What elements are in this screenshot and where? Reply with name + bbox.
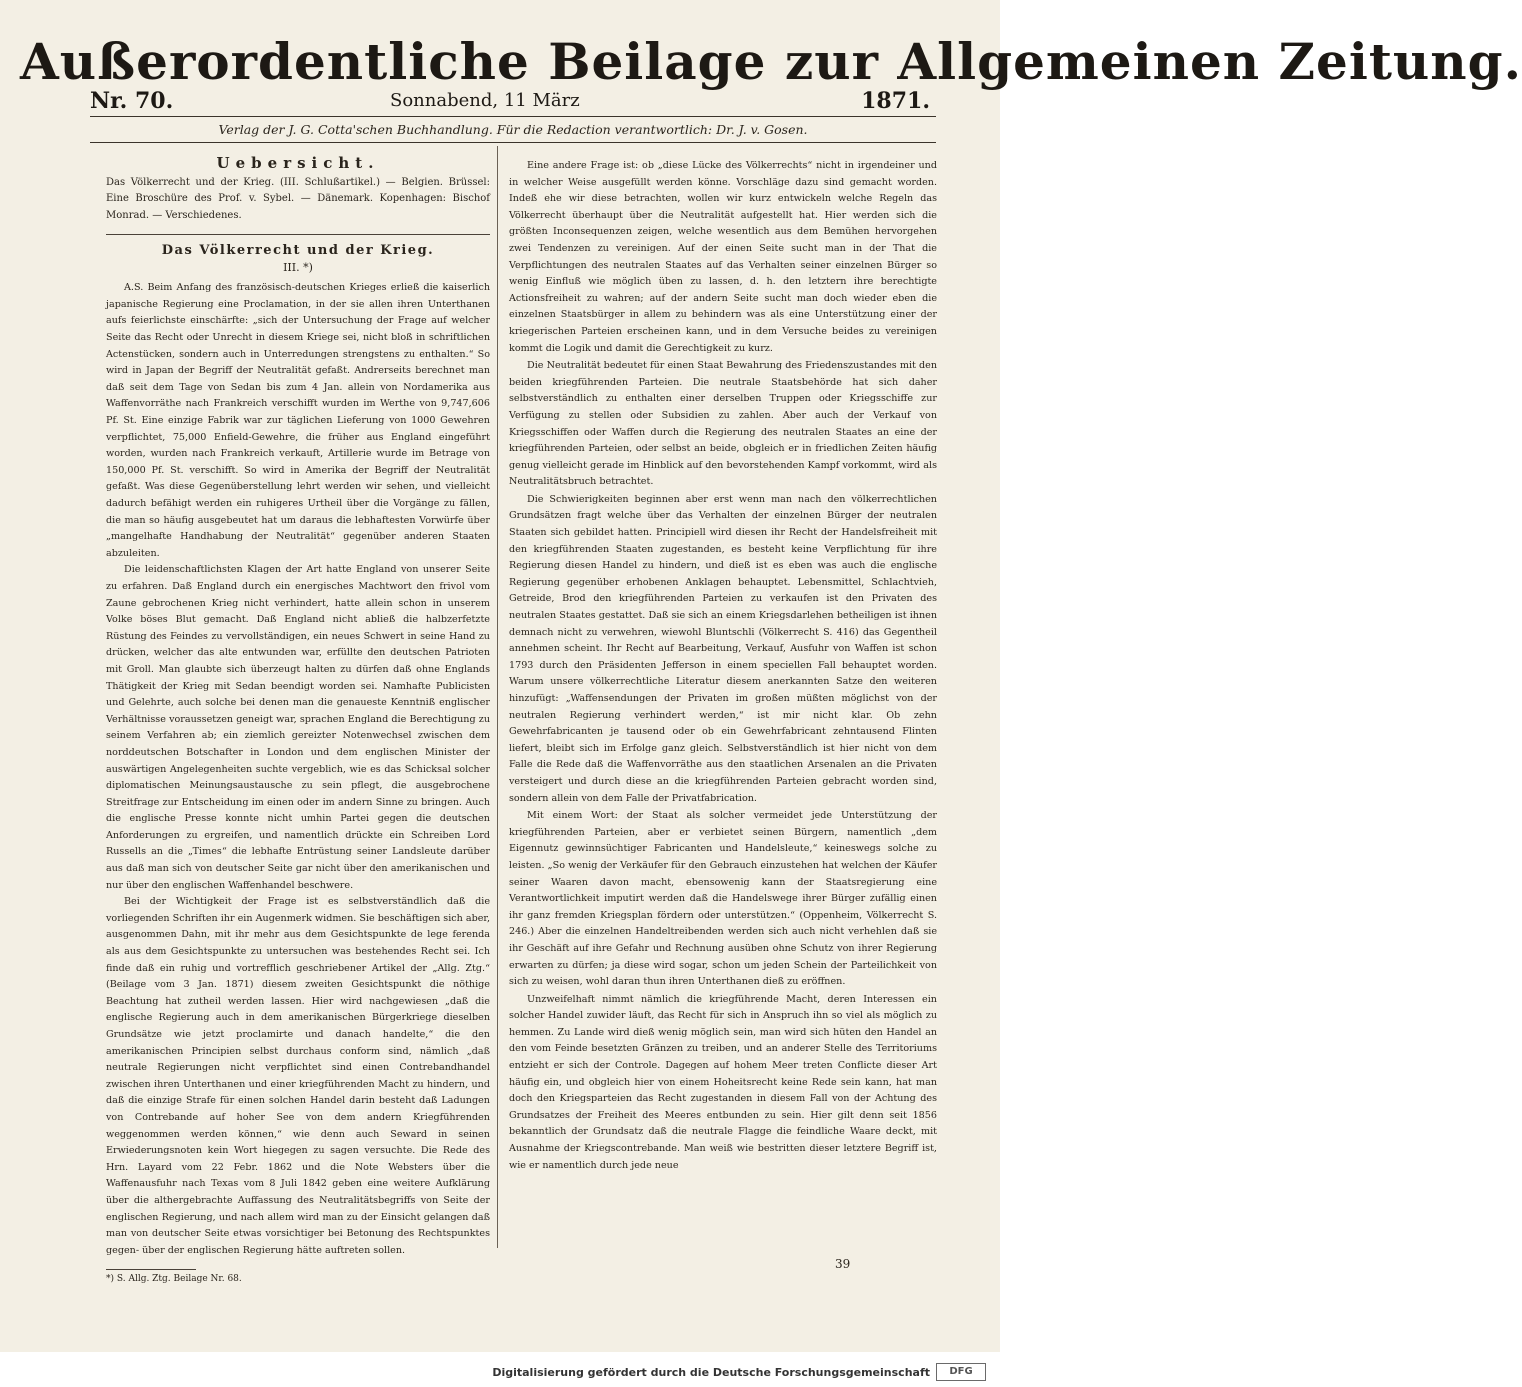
dfg-logo-icon[interactable]: DFG — [936, 1363, 986, 1381]
article-paragraph: Eine andere Frage ist: ob „diese Lücke des Völkerrechts“ nicht in irgendeiner und in welcher Weise ausgefüllt werden könne. Vorschläge dazu sind gemacht worden. Indeß ehe wir diese betrachten, wollen wir kurz entwickeln welche Regeln das Völkerrecht überhaupt über die Neutralität aufgestellt hat. Hier werden sich die größten Inconsequenzen zeigen, welche wesentlich aus dem Bemühen hervorgehen zwei Tendenzen zu vereinigen. Auf der einen Seite sucht man in der That die Verpflichtungen des neutralen Staates auf das Verhalten seiner einzelnen Bürger so wenig Einfluß wie möglich üben zu lassen, d. h. den letztern ihre berechtigte Actionsfreiheit zu wahren; auf der andern Seite sucht man doch wieder eben die einzelnen Staatsbürger in allem zu behindern was als eine Unterstützung einer der kriegerischen Parteien erscheinen kann, und in dem Versuche beides zu vereinigen kommt die Logik und damit die Gerechtigkeit zu kurz. — [509, 160, 937, 354]
article-paragraph: Die Neutralität bedeutet für einen Staat Bewahrung des Friedenszustandes mit den beiden kriegführenden Parteien. Die neutrale Staatsbehörde hat sich daher selbstverständlich zu enthalten einer derselben Truppen oder Kriegsschiffe zur Verfügung zu stellen oder Subsidien zu zahlen. Aber auch der Verkauf von Kriegsschiffen oder Waffen durch die Regierung des neutralen Staates an eine der kriegführenden Parteien, oder selbst an beide, obgleich er in friedlichen Zeiten häufig genug vielleicht gerade im Hinblick auf den bevorstehenden Kampf vorkommt, wird als Neutralitätsbruch betrachtet. — [509, 360, 937, 488]
header-rule-top — [90, 116, 936, 117]
issue-date: Sonnabend, 11 März — [390, 90, 580, 111]
publisher-line: Verlag der J. G. Cotta'schen Buchhandlung. Für die Redaction verantwortlich: Dr. J. v. Gosen. — [218, 122, 808, 137]
article-paragraph: Mit einem Wort: der Staat als solcher vermeidet jede Unterstützung der kriegführenden Parteien, aber er verbietet seinen Bürgern, namentlich „dem Eigennutz gewinnsüchtiger Fabricanten und Handelsleute,“ keineswegs solche zu leisten. „So wenig der Verkäufer für den Gebrauch einzustehen hat welchen der Käufer seiner Waaren davon macht, ebensowenig kann der Staatsregierung eine Verantwortlichkeit imputirt werden daß die Handelswege ihrer Bürger zufällig einen ihr ganz fremden Kriegsplan fördern oder unterstützen.“ (Oppenheim, Völkerrecht S. 246.) Aber die einzelnen Handeltreibenden werden sich auch nicht verhehlen daß sie ihr Geschäft auf ihre Gefahr und Rechnung ausüben ohne Schutz von ihrer Regierung erwarten zu dürfen; ja diese wird sogar, schon um jeden Schein der Parteilichkeit von sich zu weisen, wohl daran thun ihren Unterthanen dieß zu eröffnen. — [509, 810, 937, 988]
overview-text: Das Völkerrecht und der Krieg. (III. Schlußartikel.) — Belgien. Brüssel: Eine Broschüre des Prof. v. Sybel. — Dänemark. Kopenhagen: Bischof Monrad. — Verschiedenes. — [106, 176, 490, 221]
footnote: *) S. Allg. Ztg. Beilage Nr. 68. — [106, 1274, 242, 1285]
footnote-divider — [106, 1269, 196, 1270]
left-column — [106, 155, 490, 1286]
article-paragraph: Die leidenschaftlichsten Klagen der Art hatte England von unserer Seite zu erfahren. Daß England durch ein energisches Machtwort den frivol vom Zaune gebrochenen Krieg nicht verhindert, hatte allein schon in unserem Volke böses Blut gemacht. Daß England nicht abließ die halbzerfetzte Rüstung des Feindes zu vervollständigen, ein neues Schwert in seine Hand zu drücken, welcher das alte entwunden war, erfüllte den deutschen Patrioten mit Groll. Man glaubte sich überzeugt halten zu dürfen daß ohne Englands Thätigkeit der Krieg mit Sedan beendigt worden sei. Namhafte Publicisten und Gelehrte, auch solche bei denen man die genaueste Kenntniß englischer Verhältnisse voraussetzen geneigt war, sprachen England die Berechtigung zu seinem Verfahren ab; ein ziemlich gereizter Notenwechsel zwischen dem norddeutschen Botschafter in London und dem englischen Minister der auswärtigen Angelegenheiten suchte vergeblich, wie es das Schicksal solcher diplomatischen Meinungsaustausche zu sein pflegt, die ausgebrochene Streitfrage zur Entscheidung im einen oder im andern Sinne zu bringen. Auch die englische Presse konnte nicht umhin Partei gegen die deutschen Anforderungen zu ergreifen, und namentlich drückte ein Schreiben Lord Russells an die „Times“ die lebhafte Entrüstung seiner Landsleute darüber aus daß man sich von deutscher Seite gar nicht über den amerikanischen und nur über den englischen Waffenhandel beschwere. — [106, 564, 490, 891]
article-paragraph: Unzweifelhaft nimmt nämlich die kriegführende Macht, deren Interessen ein solcher Handel zuwider läuft, das Recht für sich in Anspruch ihn so viel als möglich zu hemmen. Zu Lande wird dieß wenig möglich sein, man wird sich hüten den Handel an den vom Feinde besetzten Gränzen zu treiben, und an anderer Stelle des Territoriums entzieht er sich der Controle. Dagegen auf hohem Meer treten Conflicte dieser Art häufig ein, und obgleich hier von einem Hoheitsrecht keine Rede sein kann, hat man doch den Kriegsparteien das Recht zugestanden in diesem Fall von der Achtung des Grundsatzes der Freiheit des Meeres entbunden zu sein. Hier gilt denn seit 1856 bekanntlich der Grundsatz daß die neutrale Flagge die feindliche Waare deckt, mit Ausnahme der Kriegscontrebande. Man weiß wie bestritten dieser letztere Begriff ist, wie er namentlich durch jede neue — [509, 993, 937, 1171]
digitization-footer — [0, 1352, 1000, 1387]
issue-year: 1871. — [861, 88, 930, 114]
article-title: Das Völkerrecht und der Krieg. — [161, 243, 435, 259]
column-divider — [497, 146, 498, 1248]
article-part: III. *) — [283, 260, 313, 274]
header-rule-bottom — [90, 142, 936, 143]
overview-divider — [106, 234, 490, 235]
issue-line — [90, 88, 930, 114]
page-number: 39 — [835, 1257, 851, 1271]
issue-number: Nr. 70. — [90, 88, 174, 114]
article-paragraph: A.S. Beim Anfang des französisch-deutschen Krieges erließ die kaiserlich japanische Regierung eine Proclamation, in der sie allen ihren Unterthanen aufs feierlichste einschärfte: „sich der Untersuchung der Frage auf welcher Seite das Recht oder Unrecht in diesem Kriege sei, nicht bloß in schriftlichen Actenstücken, sondern auch in Unterredungen strengstens zu enthalten.“ So wird in Japan der Begriff der Neutralität gefaßt. Andrerseits berechnet man daß seit dem Tage von Sedan bis zum 4 Jan. allein von Nordamerika aus Waffenvorräthe nach Frankreich verschifft wurden im Werthe von 9,747,606 Pf. St. Eine einzige Fabrik war zur täglichen Lieferung von 1000 Gewehren verpflichtet, 75,000 Enfield-Gewehre, die früher aus England eingeführt worden, wurden nach Frankreich verkauft, Artillerie wurde im Betrage von 150,000 Pf. St. verschifft. So wird in Amerika der Begriff der Neutralität gefaßt. Was diese Gegenüberstellung lehrt werden wir sehen, und vielleicht dadurch befähigt werden ein ruhigeres Urtheil über die Vorgänge zu fällen, die man so häufig ausgebeutet hat um daraus die lebhaftesten Vorwürfe über „mangelhafte Handhabung der Neutralität“ gegenüber anderen Staaten abzuleiten. — [106, 282, 490, 559]
overview-heading: Uebersicht. — [216, 154, 380, 172]
footer-credit: Digitalisierung gefördert durch die Deutsche Forschungsgemeinschaft — [492, 1366, 930, 1379]
right-column — [509, 158, 937, 1175]
article-paragraph: Bei der Wichtigkeit der Frage ist es selbstverständlich daß die vorliegenden Schriften ihr ein Augenmerk widmen. Sie beschäftigen sich aber, ausgenommen Dahn, mit ihr mehr aus dem Gesichtspunkte de lege ferenda als aus dem Gesichtspunkte zu untersuchen was bestehendes Recht sei. Ich finde daß ein ruhig und vortrefflich geschriebener Artikel der „Allg. Ztg.“ (Beilage vom 3 Jan. 1871) diesem zweiten Gesichtspunkt die nöthige Beachtung hat zutheil werden lassen. Hier wird nachgewiesen „daß die englische Regierung auch in dem amerikanischen Bürgerkriege dieselben Grundsätze wie jetzt proclamirte und danach handelte,“ die den amerikanischen Principien selbst durchaus conform sind, nämlich „daß neutrale Regierungen nicht verpflichtet sind einen Contrebandhandel zwischen ihren Unterthanen und einer kriegführenden Macht zu hindern, und daß die einzige Strafe für einen solchen Handel darin besteht daß Ladungen von Contrebande auf hoher See von dem andern Kriegführenden weggenommen werden können,“ wie denn auch Seward in seinen Erwiederungsnoten kein Wort hiegegen zu sagen versuchte. Die Rede des Hrn. Layard vom 22 Febr. 1862 und die Note Websters über die Waffenausfuhr nach Texas vom 8 Juli 1842 geben eine weitere Aufklärung über die althergebrachte Auffassung des Neutralitätsbegriffs von Seite der englischen Regierung, und nach allem wird man zu der Einsicht gelangen daß man von deutscher Seite etwas vorsichtiger bei Betonung des Rechtspunktes gegen- über der englischen Regierung hätte auftreten sollen. — [106, 896, 491, 1256]
article-paragraph: Die Schwierigkeiten beginnen aber erst wenn man nach den völkerrechtlichen Grundsätzen fragt welche über das Verhalten der einzelnen Bürger der neutralen Staaten sich gebildet hatten. Principiell wird diesen ihr Recht der Handelsfreiheit mit den kriegführenden Staaten zugestanden, es besteht keine Verpflichtung für ihre Regierung diesen Handel zu hindern, und dieß ist es eben was auch die englische Regierung gegenüber erhobenen Anklagen behauptet. Lebensmittel, Schlachtvieh, Getreide, Brod den kriegführenden Parteien zu verkaufen ist den Privaten des neutralen Staates gestattet. Daß sie sich an einem Kriegsdarlehen betheiligen ist ihnen demnach nicht zu verwehren, wiewohl Bluntschli (Völkerrecht S. 416) das Gegentheil annehmen scheint. Ihr Recht auf Bearbeitung, Verkauf, Ausfuhr von Waffen ist schon 1793 durch den Präsidenten Jefferson in einem speciellen Fall behauptet worden. Warum unsere völkerrechtliche Literatur diesem anerkannten Satze den weiteren hinzufügt: „Waffensendungen der Privaten im großen müßten möglichst von der neutralen Regierung verhindert werden,“ ist mir nicht klar. Ob zehn Gewehrfabricanten je tausend oder ob ein Gewehrfabricant zehntausend Flinten liefert, bleibt sich im Erfolge ganz gleich. Selbstverständlich ist hier nicht von dem Falle die Rede daß die Waffenvorräthe aus den staatlichen Arsenalen an die Privaten versteigert und durch diese an die kriegführenden Parteien gebracht worden sind, sondern allein von dem Falle der Privatfabrication. — [509, 493, 937, 804]
newspaper-masthead: Außerordentliche Beilage zur Allgemeinen Zeitung. — [20, 32, 1522, 91]
